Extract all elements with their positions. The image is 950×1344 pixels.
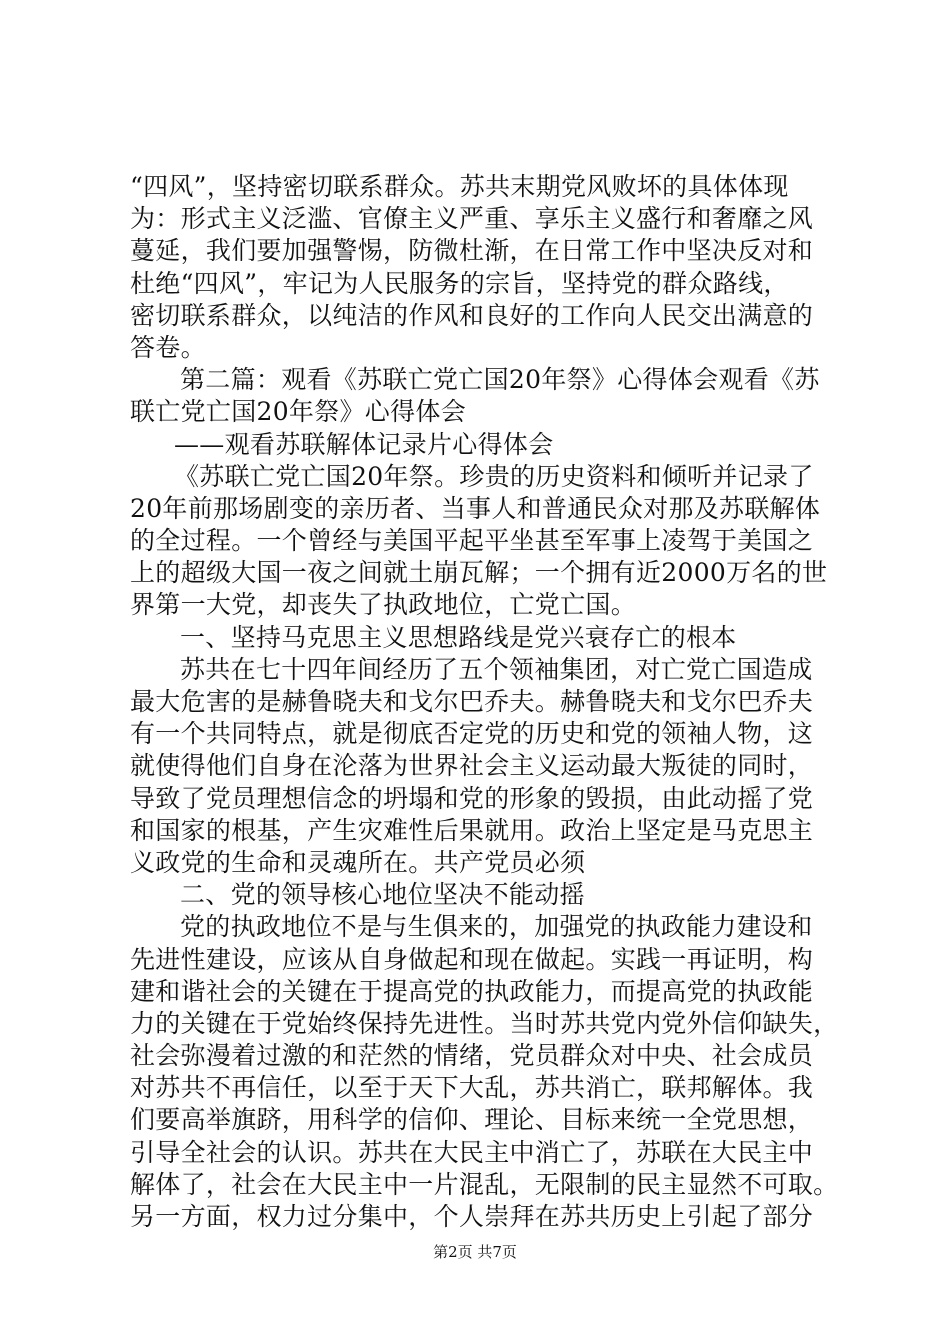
text-line: 引导全社会的认识。苏共在大民主中消亡了，苏联在大民主中: [130, 1137, 814, 1167]
text-line: 密切联系群众，以纯洁的作风和良好的工作向人民交出满意的: [130, 300, 814, 330]
text-line: 党的执政地位不是与生俱来的，加强党的执政能力建设和: [180, 912, 813, 942]
text-line: 先进性建设，应该从自身做起和现在做起。实践一再证明，构: [130, 944, 814, 974]
text-line: 为：形式主义泛滥、官僚主义严重、享乐主义盛行和奢靡之风: [130, 204, 814, 234]
text-line: 有一个共同特点，就是彻底否定党的历史和党的领袖人物，这: [130, 719, 814, 749]
text-line: 上的超级大国一夜之间就土崩瓦解；一个拥有近2000万名的世: [130, 558, 828, 588]
text-line: 联亡党亡国20年祭》心得体会: [130, 397, 467, 427]
text-line: 和国家的根基，产生灾难性后果就用。政治上坚定是马克思主: [130, 815, 814, 845]
text-line: 20年前那场剧变的亲历者、当事人和普通民众对那及苏联解体: [130, 493, 821, 523]
section-heading-one: 一、坚持马克思主义思想路线是党兴衰存亡的根本: [180, 622, 737, 652]
text-line: 社会弥漫着过激的和茫然的情绪，党员群众对中央、社会成员: [130, 1041, 814, 1071]
text-line: 力的关键在于党始终保持先进性。当时苏共党内党外信仰缺失，: [130, 1008, 839, 1038]
text-line: 就使得他们自身在沦落为世界社会主义运动最大叛徒的同时，: [130, 751, 814, 781]
page-number-footer: 第2页 共7页: [433, 1243, 517, 1261]
section-heading-part-two: 第二篇：观看《苏联亡党亡国20年祭》心得体会观看《苏: [180, 365, 820, 395]
text-line: 界第一大党，却丧失了执政地位，亡党亡国。: [130, 590, 637, 620]
section-heading-two: 二、党的领导核心地位坚决不能动摇: [180, 880, 585, 910]
text-line: 杜绝“四风”，牢记为人民服务的宗旨，坚持党的群众路线，: [130, 268, 789, 298]
text-line: 导致了党员理想信念的坍塌和党的形象的毁损，由此动摇了党: [130, 783, 814, 813]
text-line: 义政党的生命和灵魂所在。共产党员必须: [130, 847, 586, 877]
text-line: 答卷。: [130, 332, 206, 362]
text-line: 《苏联亡党亡国20年祭。珍贵的历史资料和倾听并记录了: [174, 461, 814, 491]
text-line: “四风”，坚持密切联系群众。苏共末期党风败坏的具体体现: [130, 172, 789, 201]
text-line: 的全过程。一个曾经与美国平起平坐甚至军事上凌驾于美国之: [130, 526, 814, 556]
text-line: 另一方面，权力过分集中，个人崇拜在苏共历史上引起了部分: [130, 1202, 814, 1231]
text-line: 蔓延，我们要加强警惕，防微杜渐，在日常工作中坚决反对和: [130, 236, 814, 266]
text-line: 们要高举旗跻，用科学的信仰、理论、目标来统一全党思想，: [130, 1105, 814, 1135]
document-body: [130, 171, 839, 1233]
text-line: 最大危害的是赫鲁晓夫和戈尔巴乔夫。赫鲁晓夫和戈尔巴乔夫: [130, 687, 814, 716]
text-line: 建和谐社会的关键在于提高党的执政能力，而提高党的执政能: [130, 976, 814, 1006]
text-line: 解体了，社会在大民主中一片混乱，无限制的民主显然不可取。: [130, 1169, 839, 1199]
text-line: 对苏共不再信任，以至于天下大乱，苏共消亡，联邦解体。我: [130, 1073, 814, 1103]
text-line: 苏共在七十四年间经历了五个领袖集团，对亡党亡国造成: [180, 654, 813, 684]
subtitle: ——观看苏联解体记录片心得体会: [174, 429, 554, 459]
